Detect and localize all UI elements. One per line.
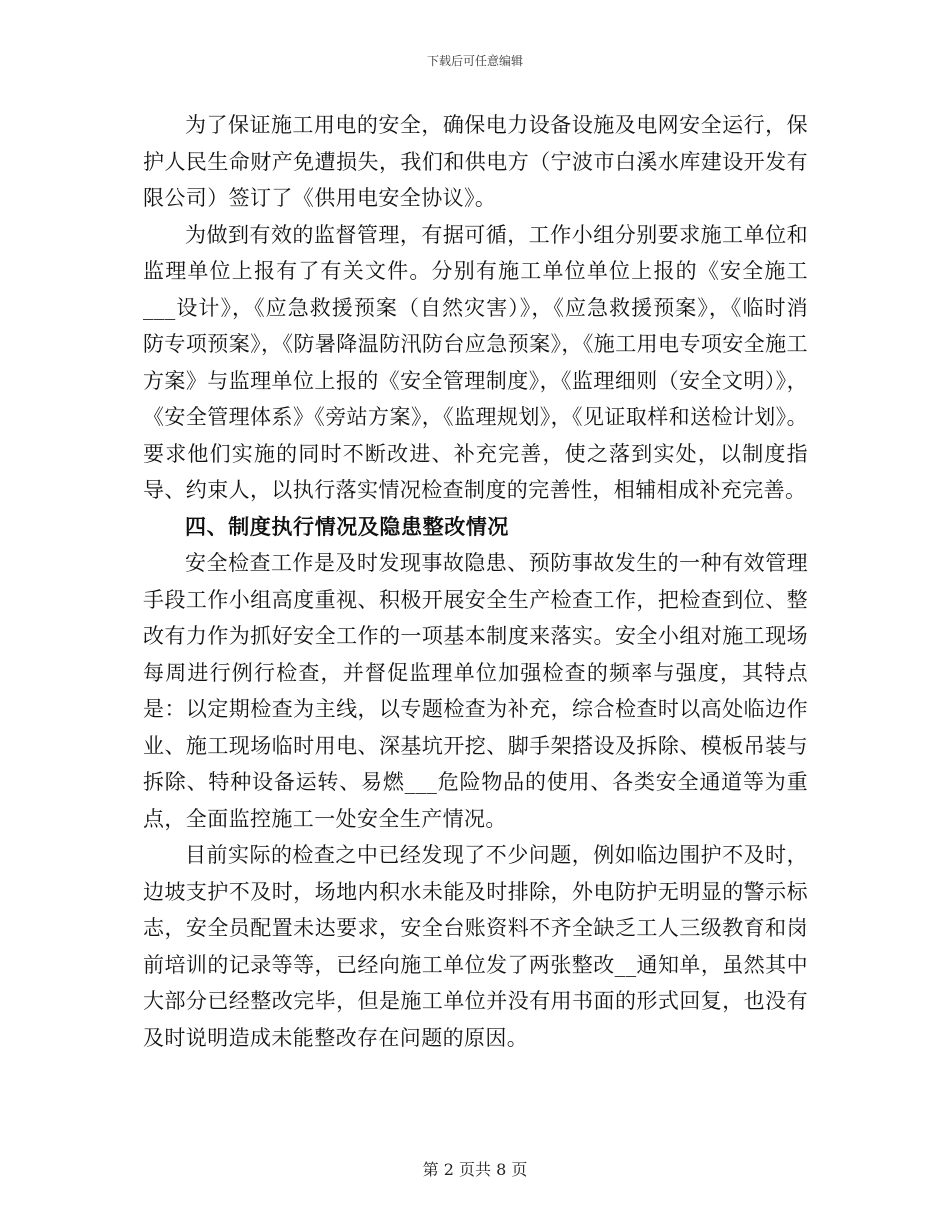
page-header-note: 下载后可任意编辑 <box>426 54 523 68</box>
paragraph-supervision-documents: 为做到有效的监督管理，有据可循，工作小组分别要求施工单位和监理单位上报有了有关文件。分别有施工单位单位上报的《安全施工___设计》，《应急救援预案（自然灾害）》，《应急救援预案》，《临时消防专项预案》，《防暑降温防汛防台应急预案》，《施工用电专项安全施工方案》与监理单位上报的《安全管理制度》，《监理细则（安全文明）》，《安全管理体系》《旁站方案》，《监理规划》，《见证取样和送检计划》。要求他们实施的同时不断改进、补充完善，使之落到实处，以制度指导、约束人，以执行落实情况检查制度的完善性，相辅相成补充完善。 <box>143 222 808 502</box>
page-number: 第 2 页共 8 页 <box>422 1160 528 1179</box>
paragraph-power-safety: 为了保证施工用电的安全，确保电力设备设施及电网安全运行，保护人民生命财产免遭损失，我们和供电方（宁波市白溪水库建设开发有限公司）签订了《供用电安全协议》。 <box>143 113 808 210</box>
section-heading-4: 四、制度执行情况及隐患整改情况 <box>185 514 509 539</box>
paragraph-problems-found: 目前实际的检查之中已经发现了不少问题，例如临边围护不及时，边坡支护不及时，场地内积水未能及时排除，外电防护无明显的警示标志，安全员配置未达要求，安全台账资料不齐全缺乏工人三级教育和岗前培训的记录等等，已经向施工单位发了两张整改__通知单，虽然其中大部分已经整改完毕，但是施工单位并没有用书面的形式回复，也没有及时说明造成未能整改存在问题的原因。 <box>143 843 808 1050</box>
document-body <box>143 107 808 1056</box>
paragraph-safety-inspection: 安全检查工作是及时发现事故隐患、预防事故发生的一种有效管理手段工作小组高度重视、积极开展安全生产检查工作，把检查到位、整改有力作为抓好安全工作的一项基本制度来落实。安全小组对施工现场每周进行例行检查，并督促监理单位加强检查的频率与强度，其特点是：以定期检查为主线，以专题检查为补充，综合检查时以高处临边作业、施工现场临时用电、深基坑开挖、脚手架搭设及拆除、模板吊装与拆除、特种设备运转、易燃___危险物品的使用、各类安全通道等为重点，全面监控施工一处安全生产情况。 <box>143 551 808 831</box>
